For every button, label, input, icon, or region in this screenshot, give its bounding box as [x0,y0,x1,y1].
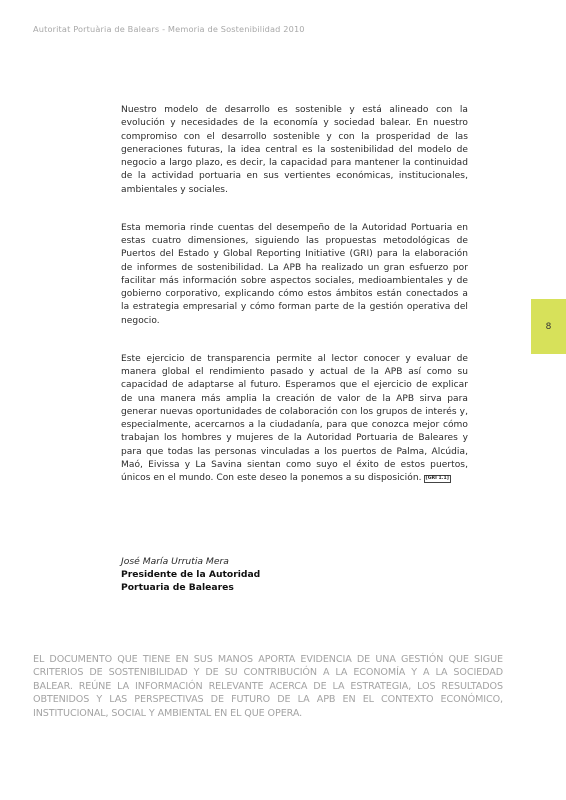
letter-body [121,104,468,485]
page-number-tab [531,299,566,354]
page-number: 8 [545,321,552,332]
signatory-name: José María Urrutia Mera [121,556,229,567]
signatory-title-line-2: Portuaria de Baleares [121,582,234,594]
signatory-title-line-1: Presidente de la Autoridad [121,569,261,581]
signature-block [121,555,260,595]
letter-paragraph-3 [121,353,468,486]
running-header: Autoritat Portuària de Balears - Memoria de Sostenibilidad 2010 [33,24,305,34]
letter-paragraph-3-text: Este ejercicio de transparencia permite al lector conocer y evaluar de manera global el rendimiento pasado y actual de la APB así como su capacidad de adaptarse al futuro. Esperamos que el ejercicio de explicar de una manera más amplia la creación de valor de la APB sirva para generar nuevas oportunidades de colaboración con los grupos de interés y, especialmente, acercarnos a la ciudadanía, para que conozca mejor cómo trabajan los hombres y mujeres de la Autoridad Portuaria de Baleares y para que todas las personas vinculadas a los puertos de Palma, Alcúdia, Maó, Eivissa y La Savina sientan como suyo el éxito de estos puertos, únicos en el mundo. Con este deseo la ponemos a su disposición. [121,353,468,483]
letter-paragraph-2: Esta memoria rinde cuentas del desempeño de la Autoridad Portuaria en estas cuatro dimensiones, siguiendo las propuestas metodológicas de Puertos del Estado y Global Reporting Initiative (GRI) para la elaboración de informes de sostenibilidad. La APB ha realizado un gran esfuerzo por facilitar más información sobre aspectos sociales, medioambientales y de gobierno corporativo, explicando cómo estos ámbitos están conectados a la estrategia empresarial y cómo forman parte de la gestión operativa del negocio. [121,222,468,326]
letter-paragraph-1: Nuestro modelo de desarrollo es sostenible y está alineado con la evolución y necesidades de la economía y sociedad balear. En nuestro compromiso con el desarrollo sostenible y con la prosperidad de las generaciones futuras, la idea central es la sostenibilidad del modelo de negocio a largo plazo, es decir, la capacidad para mantener la continuidad de la actividad portuaria en sus vertientes económicas, institucionales, ambientales y sociales. [121,105,468,195]
pull-quote: EL DOCUMENTO QUE TIENE EN SUS MANOS APORTA EVIDENCIA DE UNA GESTIÓN QUE SIGUE CRITERIOS DE SOSTENIBILIDAD Y DE SU CONTRIBUCIÓN A LA ECONOMÍA Y A LA SOCIEDAD BALEAR. REÚNE LA INFORMACIÓN RELEVANTE ACERCA DE LA ESTRATEGIA, LOS RESULTADOS OBTENIDOS Y LAS PERSPECTIVAS DE FUTURO DE LA APB EN EL CONTEXTO ECONÓMICO, INSTITUCIONAL, SOCIAL Y AMBIENTAL EN EL QUE OPERA. [33,654,503,719]
gri-reference-tag: [GRI 1.1] [425,476,449,481]
